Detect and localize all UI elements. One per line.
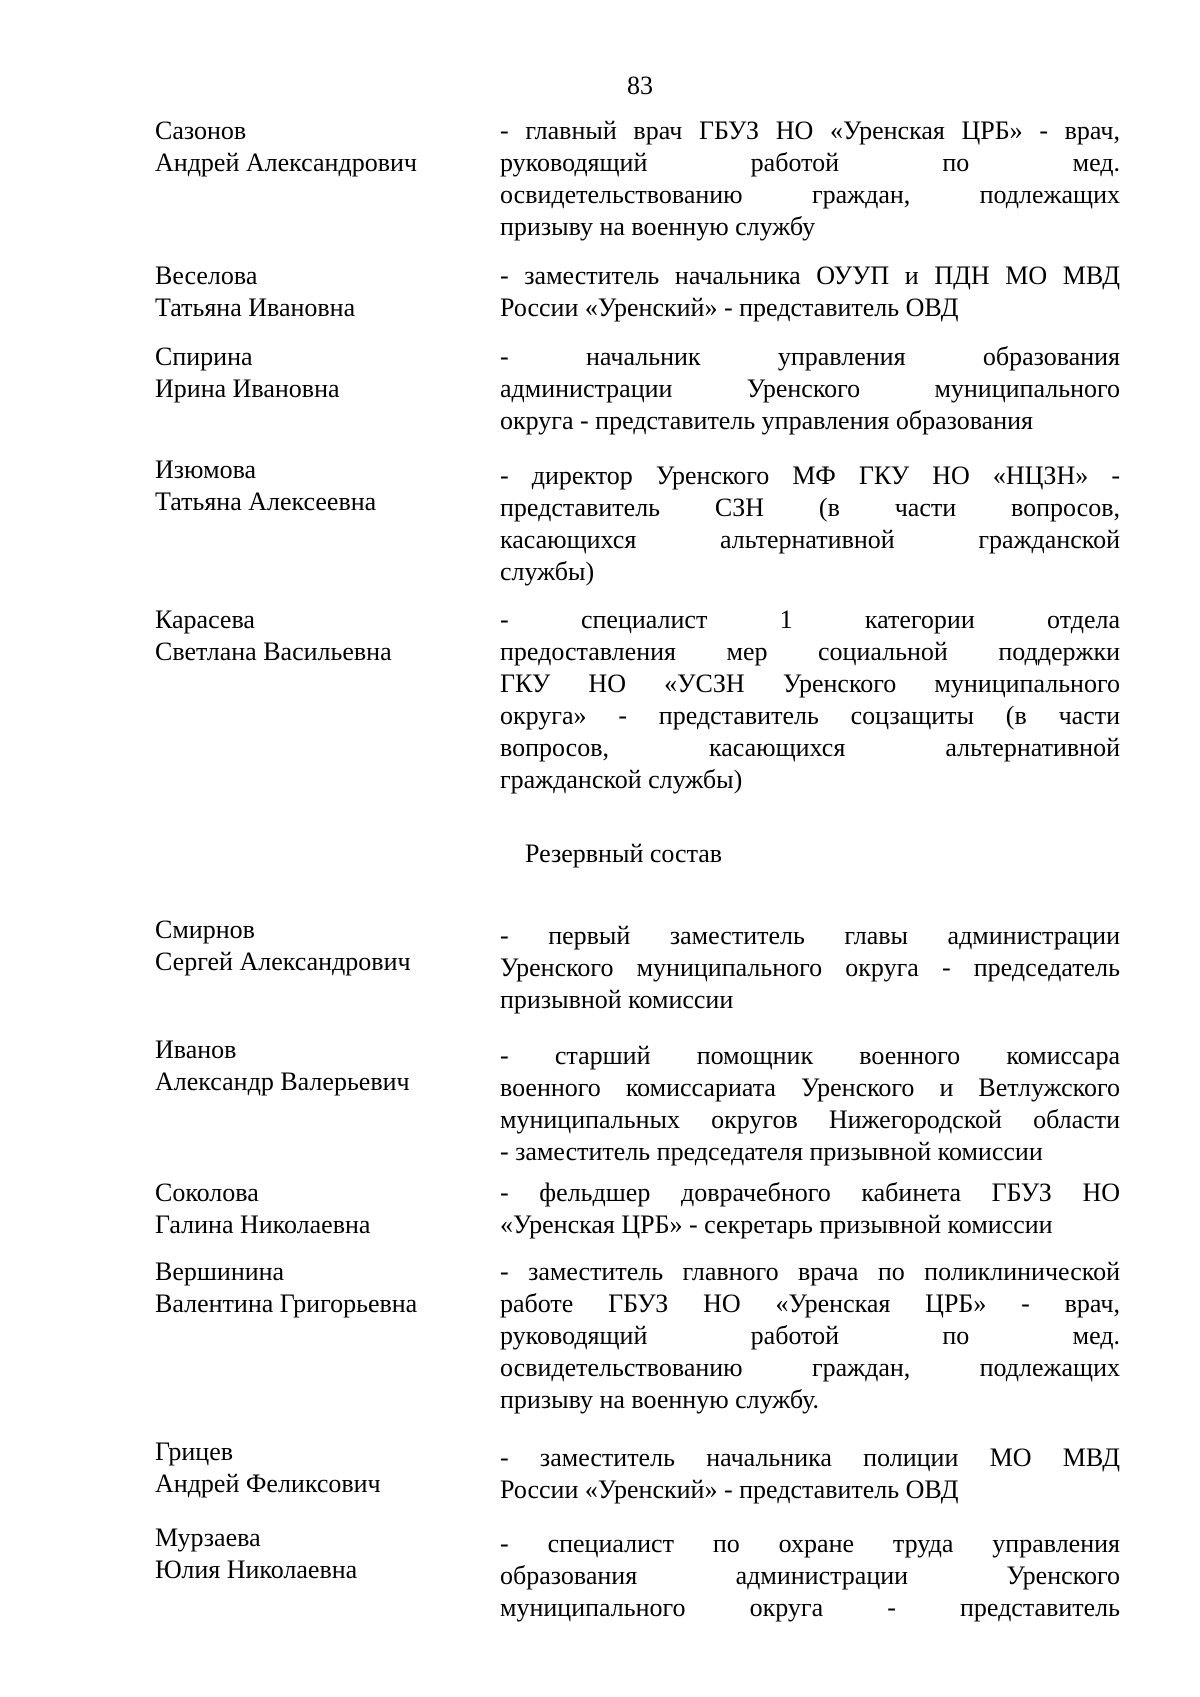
member-role: [500, 460, 1120, 588]
role-line: - заместитель начальника ОУУП и ПДН МО МВД: [500, 261, 1120, 290]
member-surname: Изюмова: [155, 455, 257, 484]
member-role: [500, 1442, 1120, 1506]
member-surname: Грицев: [155, 1437, 234, 1466]
member-role: [500, 1040, 1120, 1168]
member-role: [500, 115, 1120, 243]
member-surname: Мурзаева: [155, 1523, 261, 1552]
member-role: [500, 1177, 1120, 1241]
member-given-name: Татьяна Алексеевна: [155, 487, 377, 516]
member-name: [155, 1177, 485, 1241]
member-name: [155, 1522, 485, 1586]
role-line: - фельдшер доврачебного кабинета ГБУЗ НО: [500, 1178, 1120, 1207]
member-name: [155, 604, 485, 668]
member-surname: Вершинина: [155, 1257, 285, 1286]
role-line: призыву на военную службу.: [500, 1385, 820, 1414]
member-given-name: Андрей Александрович: [155, 148, 417, 177]
member-given-name: Александр Валерьевич: [155, 1067, 410, 1096]
member-role: [500, 920, 1120, 1016]
member-surname: Веселова: [155, 261, 258, 290]
member-surname: Иванов: [155, 1035, 237, 1064]
member-surname: Смирнов: [155, 915, 255, 944]
member-name: [155, 454, 485, 518]
role-line: военного комиссариата Уренского и Ветлужского: [500, 1073, 1120, 1102]
role-line: - заместитель главного врача по поликлинической: [500, 1257, 1120, 1286]
member-name: [155, 260, 485, 324]
member-role: [500, 341, 1120, 437]
role-line: администрации Уренского муниципального: [500, 374, 1120, 403]
role-line: - директор Уренского МФ ГКУ НО «НЦЗН» -: [500, 461, 1120, 490]
role-line: руководящий работой по мед.: [500, 1321, 1120, 1350]
role-line: призыву на военную службу: [500, 212, 816, 241]
role-line: - старший помощник военного комиссара: [500, 1041, 1120, 1070]
member-given-name: Юлия Николаевна: [155, 1555, 358, 1584]
member-name: [155, 115, 485, 179]
member-given-name: Сергей Александрович: [155, 947, 411, 976]
member-given-name: Валентина Григорьевна: [155, 1289, 418, 1318]
member-name: [155, 1034, 485, 1098]
reserve-section-heading: Резервный состав: [525, 839, 723, 868]
role-line: предоставления мер социальной поддержки: [500, 637, 1120, 666]
member-name: [155, 341, 485, 405]
role-line: вопросов, касающихся альтернативной: [500, 733, 1120, 762]
member-role: [500, 604, 1120, 796]
role-line: освидетельствованию граждан, подлежащих: [500, 180, 1120, 209]
member-given-name: Светлана Васильевна: [155, 637, 392, 666]
member-surname: Соколова: [155, 1178, 259, 1207]
role-line: Уренского муниципального округа - председатель: [500, 953, 1120, 982]
role-line: - первый заместитель главы администрации: [500, 921, 1120, 950]
member-role: [500, 1528, 1120, 1624]
role-line: муниципальных округов Нижегородской области: [500, 1105, 1120, 1134]
role-line: - заместитель председателя призывной комиссии: [500, 1137, 1043, 1166]
role-line: - главный врач ГБУЗ НО «Уренская ЦРБ» - врач,: [500, 116, 1120, 145]
role-line: России «Уренский» - представитель ОВД: [500, 1475, 959, 1504]
member-name: [155, 1436, 485, 1500]
member-role: [500, 260, 1120, 324]
role-line: округа - представитель управления образования: [500, 406, 1034, 435]
member-surname: Сазонов: [155, 116, 247, 145]
role-line: - специалист по охране труда управления: [500, 1529, 1120, 1558]
member-given-name: Андрей Феликсович: [155, 1469, 381, 1498]
role-line: - начальник управления образования: [500, 342, 1120, 371]
role-line: руководящий работой по мед.: [500, 148, 1120, 177]
member-surname: Спирина: [155, 342, 253, 371]
role-line: образования администрации Уренского: [500, 1561, 1120, 1590]
role-line: освидетельствованию граждан, подлежащих: [500, 1353, 1120, 1382]
role-line: округа» - представитель соцзащиты (в части: [500, 701, 1120, 730]
role-line: призывной комиссии: [500, 985, 734, 1014]
role-line: «Уренская ЦРБ» - секретарь призывной комиссии: [500, 1210, 1053, 1239]
page-number: 83: [627, 71, 653, 100]
member-name: [155, 1256, 485, 1320]
role-line: касающихся альтернативной гражданской: [500, 525, 1120, 554]
role-line: - специалист 1 категории отдела: [500, 605, 1120, 634]
role-line: работе ГБУЗ НО «Уренская ЦРБ» - врач,: [500, 1289, 1120, 1318]
member-given-name: Татьяна Ивановна: [155, 293, 356, 322]
member-given-name: Галина Николаевна: [155, 1210, 371, 1239]
member-role: [500, 1256, 1120, 1416]
role-line: представитель СЗН (в части вопросов,: [500, 493, 1120, 522]
member-surname: Карасева: [155, 605, 255, 634]
member-given-name: Ирина Ивановна: [155, 374, 340, 403]
role-line: России «Уренский» - представитель ОВД: [500, 293, 959, 322]
role-line: - заместитель начальника полиции МО МВД: [500, 1443, 1120, 1472]
role-line: службы): [500, 557, 595, 586]
role-line: гражданской службы): [500, 765, 743, 794]
member-name: [155, 914, 485, 978]
role-line: муниципального округа - представитель: [500, 1593, 1120, 1622]
role-line: ГКУ НО «УСЗН Уренского муниципального: [500, 669, 1120, 698]
